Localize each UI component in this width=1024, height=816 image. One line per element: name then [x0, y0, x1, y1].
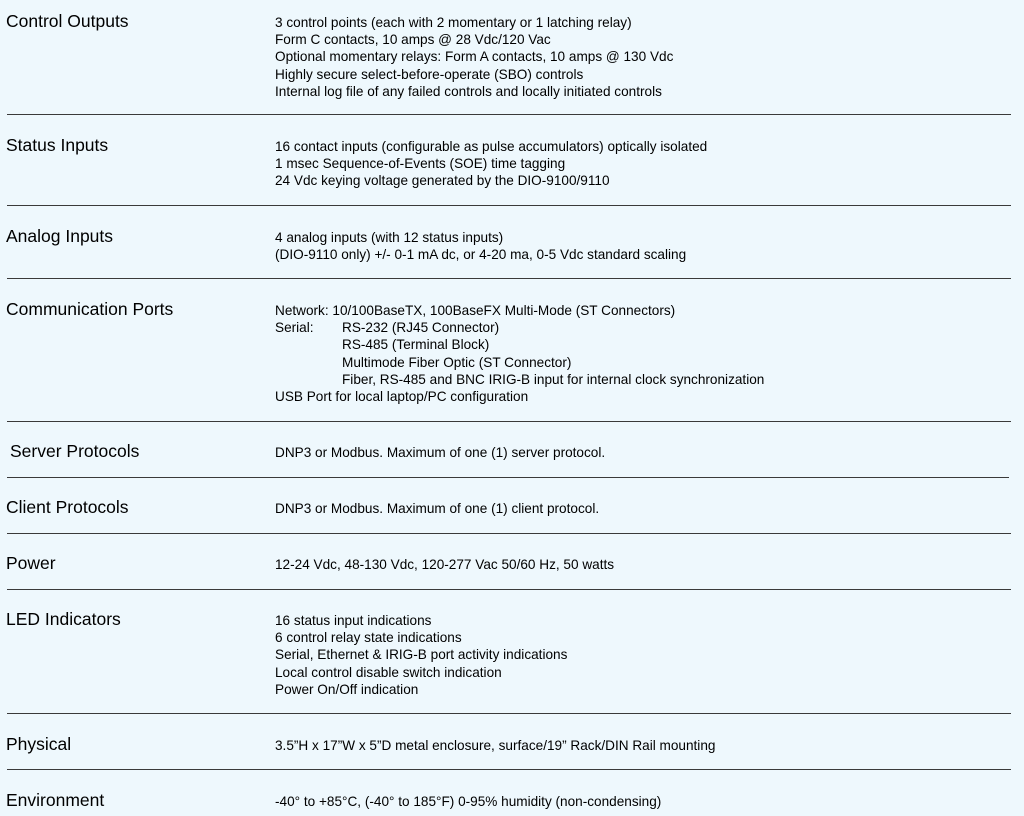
section-details — [275, 302, 764, 405]
section-label: Physical — [6, 734, 72, 754]
section-label: Control Outputs — [6, 11, 129, 31]
section-divider — [7, 421, 1011, 422]
detail-line: Fiber, RS-485 and BNC IRIG-B input for internal clock synchronization — [342, 371, 765, 387]
detail-line: 6 control relay state indications — [275, 630, 462, 646]
section-divider — [7, 114, 1011, 115]
section-details — [275, 14, 673, 100]
detail-line: Serial, Ethernet & IRIG-B port activity indications — [275, 647, 568, 663]
detail-line: Network: 10/100BaseTX, 100BaseFX Multi-Mode (ST Connectors) — [275, 303, 676, 318]
section-label: Environment — [6, 790, 105, 810]
detail-line: DNP3 or Modbus. Maximum of one (1) client protocol. — [275, 501, 600, 516]
section-details — [275, 500, 599, 517]
section-divider — [7, 477, 1009, 478]
detail-line: Highly secure select-before-operate (SBO) controls — [275, 66, 584, 82]
detail-line: 3.5”H x 17”W x 5”D metal enclosure, surface/19” Rack/DIN Rail mounting — [275, 738, 716, 753]
detail-line: Local control disable switch indication — [275, 664, 502, 680]
section-divider — [7, 769, 1011, 770]
section-label: Analog Inputs — [6, 226, 114, 246]
detail-line: DNP3 or Modbus. Maximum of one (1) server protocol. — [275, 445, 606, 460]
section-divider — [7, 589, 1011, 590]
section-details — [275, 138, 707, 190]
section-details — [275, 793, 661, 810]
detail-line: USB Port for local laptop/PC configuration — [275, 388, 529, 404]
section-label: Power — [6, 553, 56, 573]
detail-line: 16 status input indications — [275, 613, 432, 628]
section-label: Communication Ports — [6, 299, 174, 319]
detail-line: 4 analog inputs (with 12 status inputs) — [275, 230, 504, 245]
detail-line: Multimode Fiber Optic (ST Connector) — [342, 354, 572, 370]
detail-line: (DIO-9110 only) +/- 0-1 mA dc, or 4-20 ma, 0-5 Vdc standard scaling — [275, 247, 687, 263]
section-divider — [7, 533, 1011, 534]
detail-line: Optional momentary relays: Form A contacts, 10 amps @ 130 Vdc — [275, 49, 674, 65]
detail-line: Internal log file of any failed controls and locally initiated controls — [275, 83, 662, 99]
section-label: Client Protocols — [6, 497, 129, 517]
section-divider — [7, 278, 1011, 279]
detail-line: Form C contacts, 10 amps @ 28 Vdc/120 Vac — [275, 32, 551, 48]
serial-label: Serial: — [275, 320, 314, 336]
detail-line: 1 msec Sequence-of-Events (SOE) time tagging — [275, 156, 566, 172]
detail-line: Power On/Off indication — [275, 681, 419, 697]
section-divider — [7, 205, 1011, 206]
section-details — [275, 612, 567, 698]
section-details — [275, 556, 614, 573]
section-label: Status Inputs — [6, 135, 109, 155]
section-details — [275, 229, 686, 263]
detail-line-serial — [275, 319, 764, 336]
section-divider — [7, 713, 1011, 714]
section-label: Server Protocols — [10, 441, 140, 461]
detail-line: -40° to +85°C, (-40° to 185°F) 0-95% humidity (non-condensing) — [275, 794, 662, 809]
detail-line: 12-24 Vdc, 48-130 Vdc, 120-277 Vac 50/60 Hz, 50 watts — [275, 557, 615, 572]
detail-line: 16 contact inputs (configurable as pulse accumulators) optically isolated — [275, 139, 708, 154]
serial-item: RS-232 (RJ45 Connector) — [342, 320, 500, 336]
section-label: LED Indicators — [6, 609, 121, 629]
detail-line: 3 control points (each with 2 momentary or 1 latching relay) — [275, 15, 632, 30]
detail-line: RS-485 (Terminal Block) — [342, 337, 490, 353]
section-details — [275, 737, 715, 754]
detail-line: 24 Vdc keying voltage generated by the DIO-9100/9110 — [275, 173, 610, 189]
section-details — [275, 444, 605, 461]
